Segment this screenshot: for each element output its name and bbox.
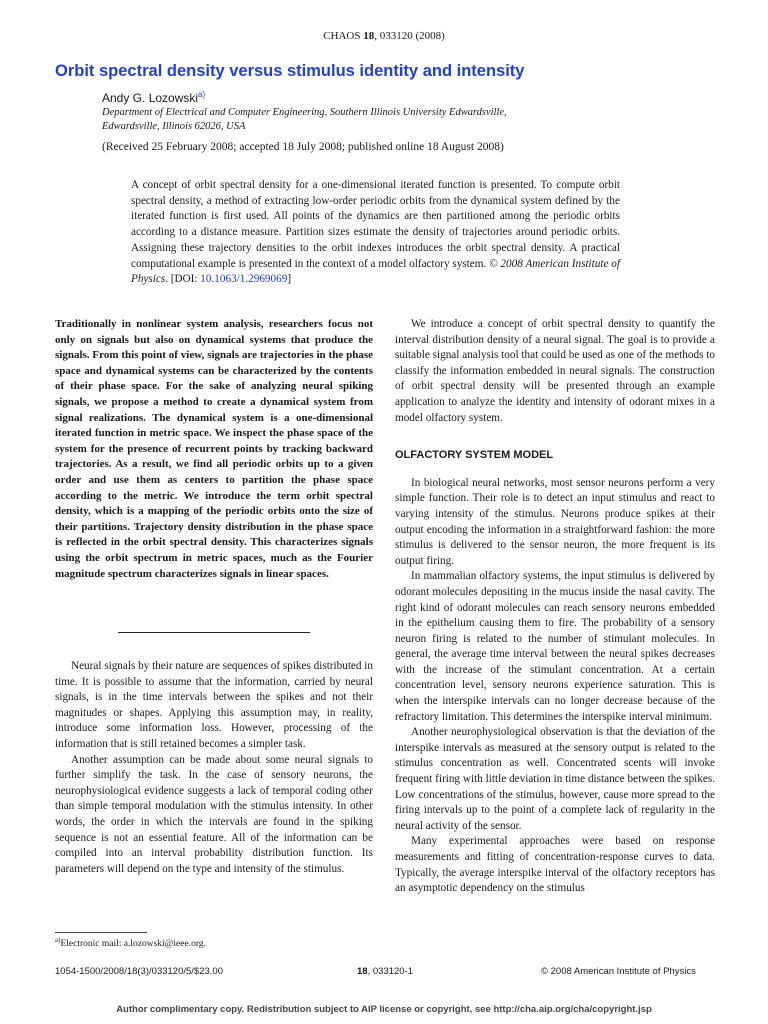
footer-volume: 18	[357, 966, 368, 977]
left-column-body	[55, 659, 373, 877]
doi-link[interactable]: 10.1063/1.2969069	[200, 273, 288, 286]
abstract-copyright: © 2008 American Institute of Physics	[131, 257, 620, 286]
author-name: Andy G. Lozowski	[102, 91, 199, 105]
doi-suffix: ]	[287, 273, 292, 286]
affiliation	[102, 106, 622, 134]
doi-prefix: . [DOI:	[165, 273, 201, 286]
paper-title: Orbit spectral density versus stimulus identity and intensity	[55, 62, 525, 80]
section-paragraph: In mammalian olfactory systems, the input stimulus is delivered by odorant molecules depositing in the mucus inside the nasal cavity. The right kind of odorant molecules can reach sensory neurons embedded in the epithelium causing them to fire. The probability of a sensory neuron firing is related to the number of stimulant molecules. In general, the average time interval between the neural spikes decreases with the increase of the stimulant concentration. At a certain concentration level, sensory neurons experience saturation. This is when the interspike intervals can no longer decrease because of the refractory limitation. This determines the interspike interval minimum.	[395, 570, 715, 723]
journal-citation: , 033120 (2008)	[374, 30, 445, 42]
lead-paragraph: Traditionally in nonlinear system analysis, researchers focus not only on signals but also on dynamical systems that produce the signals. From this point of view, signals are trajectories in the phase space and dynamical systems can be characterized by the contents of their phase space. For the sake of analyzing neural spiking signals, we propose a method to create a dynamical system from signal realizations. The dynamical system is a one-dimensional iterated function in metric space. We inspect the phase space of the system for the presence of recurrent points by tracking backward trajectories. As a result, we find all periodic orbits up to a given order and use them as centers to partition the phase space according to the metric. We introduce the term orbit spectral density, which is a mapping of the periodic orbits onto the size of their partitions. Trajectory density distribution in the phase space is reflected in the orbit spectral density. This characterizes signals using the orbit spectrum in metric spaces, much as the Fourier magnitude spectrum characterizes signals in linear spaces.	[55, 318, 373, 580]
section-paragraph: In biological neural networks, most sensor neurons perform a very simple function. Their role is to detect an input stimulus and react to varying intensity of the stimulus. Neurons produce spikes at their output encoding the information in a straightforward fashion: the more stimulus is delivered to the sensor neuron, the more frequent is its output firing.	[395, 476, 715, 567]
copyright-notice: Author complimentary copy. Redistribution subject to AIP license or copyright, see http://cha.aip.org/cha/copyright.jsp	[116, 1004, 652, 1015]
section-heading: OLFACTORY SYSTEM MODEL	[395, 449, 554, 462]
right-column-body	[395, 317, 715, 897]
abstract	[131, 178, 620, 288]
journal-name: CHAOS	[323, 30, 361, 42]
affiliation-line-1: Department of Electrical and Computer Engineering, Southern Illinois University Edwardsville,	[102, 107, 507, 118]
author-note-mark[interactable]: a)	[198, 90, 206, 99]
footnote	[55, 936, 206, 949]
footnote-rule	[55, 932, 147, 933]
abstract-text: A concept of orbit spectral density for a one-dimensional iterated function is presented. To compute orbit spectral density, a method of extracting low-order periodic orbits from the dynamical system defined by the iterated function is first used. All points of the dynamics are then partitioned among the periodic orbits according to a distance measure. Partition sizes estimate the density of trajectories around periodic orbits. Assigning these trajectory densities to the orbit indexes introduces the orbit spectral density. A practical computational example is presented in the context of a model olfactory system.	[131, 179, 620, 270]
affiliation-line-2: Edwardsville, Illinois 62026, USA	[102, 121, 246, 132]
footnote-text: Electronic mail: a.lozowski@ieee.org.	[60, 939, 206, 950]
footer-page	[357, 966, 413, 977]
section-paragraph: Many experimental approaches were based on response measurements and fitting of concentration-response curves to data. Typically, the average interspike interval of the olfactory receptors has an asymptotic dependency on the stimulus	[395, 835, 715, 895]
lead-separator	[118, 632, 310, 633]
footer-page-number: , 033120-1	[367, 966, 414, 977]
section-paragraph: Another neurophysiological observation is that the deviation of the interspike intervals as measured at the sensory output is related to the stimulus concentration as well. Concentrated scents will invoke frequent firing with little deviation in time distance between the spikes. Low concentrations of the stimulus, however, cause more spread to the firing intervals up to the point of a complete lack of regularity in the neural activity of the sensor.	[395, 726, 715, 832]
journal-volume: 18	[363, 30, 375, 42]
footer-issn: 1054-1500/2008/18(3)/033120/5/$23.00	[55, 966, 223, 977]
author	[102, 91, 205, 105]
running-header	[0, 30, 768, 42]
intro-paragraph: We introduce a concept of orbit spectral density to quantify the interval distribution density of a neural signal. The goal is to provide a suitable signal analysis tool that could be used as one of the methods to classify the information embedded in neural signals. The construction of orbit spectral density will be presented through an example application to analyze the identity and intensity of odorant mixes in a model olfactory system.	[395, 318, 715, 424]
publication-dates: (Received 25 February 2008; accepted 18 July 2008; published online 18 August 2008)	[102, 141, 504, 153]
footnote-mark: a)	[55, 936, 61, 944]
footer-copyright: © 2008 American Institute of Physics	[541, 966, 696, 977]
body-paragraph: Another assumption can be made about some neural signals to further simplify the task. In the case of sensory neurons, the neurophysiological evidence suggests a lack of temporal coding other than simple temporal modulation with the stimulus intensity. In other words, the order in which the intervals are found in the spiking sequence is not an essential feature. All of the information can be compiled into an interval probability distribution function. Its parameters will depend on the type and intensity of the stimulus.	[55, 753, 373, 875]
body-paragraph: Neural signals by their nature are sequences of spikes distributed in time. It is possible to assume that the information, carried by neural signals, is in the time intervals between the spikes and not their magnitudes or shapes. Applying this assumption may, in reality, introduce some information loss. However, processing of the information that is still retained becomes a simpler task.	[55, 660, 373, 750]
